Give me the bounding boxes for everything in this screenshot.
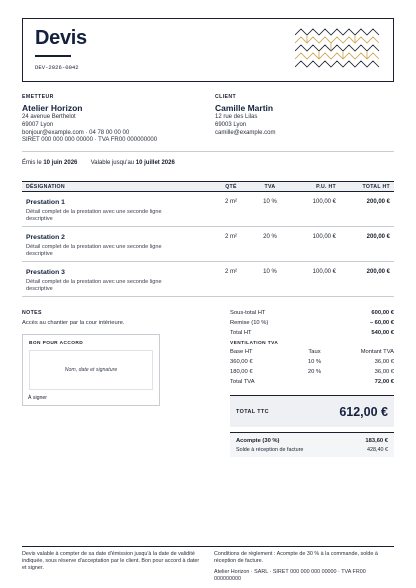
item-unit-price: 100,00 € [290,227,340,262]
client-address2: 69003 Lyon [215,121,247,128]
item-qty: 2 m² [212,227,250,262]
balance-value: 428,40 € [367,446,388,453]
deposit-row [236,436,388,445]
item-name: Prestation 2 [26,234,65,241]
client-email: camille@example.com [215,129,276,136]
item-name: Prestation 1 [26,199,65,206]
total-ht-label: Total HT [230,330,252,336]
valid-date: 10 juillet 2026 [135,160,175,166]
emitter-address1: 24 avenue Berthelot [22,114,76,120]
item-vat: 20 % [250,227,290,262]
discount-label: Remise (10 %) [230,320,269,326]
subtotal-value: 600,00 € [371,310,394,316]
table-row [22,262,394,297]
vat-rate: 20 % [307,369,322,375]
subtotal-label: Sous-total HT [230,310,266,316]
client-block [215,94,395,137]
emitter-address2: 69007 Lyon [22,121,54,128]
notes-text: Accès au chantier par la cour intérieure. [22,320,125,326]
footer-validity: Devis valable à compter de sa date d'émission jusqu'à la date de validité indiquée, sous réserve d'acceptation par le client. Bon pour accord à dater et signer. [22,551,200,571]
issued-label: Émis le [22,160,42,166]
emitter-contact: bonjour@example.com · 04 78 00 00 00 [22,129,130,136]
document-title: Devis [35,27,87,49]
approval-box [22,334,160,406]
balance-label: Solde à réception de facture [236,446,304,453]
vat-amount: 36,00 € [374,359,394,365]
item-description: Détail complet de la prestation avec une seconde ligne descriptive [26,244,162,257]
signed-at: À signer [28,395,48,401]
vat-header-base: Base HT [230,349,253,355]
totals-block [230,308,394,387]
items-table [22,181,394,297]
document-header [22,18,394,82]
col-unit-price: P.U. HT [290,182,340,192]
items-table-wrapper [22,181,394,297]
subtotal-row [230,308,394,318]
item-total: 200,00 € [340,227,394,262]
total-ht-row [230,328,394,338]
item-qty: 2 m² [212,192,250,227]
item-name: Prestation 3 [26,269,65,276]
dates-line [22,160,175,166]
vat-rate: 10 % [307,359,322,365]
notes-block [22,310,212,326]
title-underline [35,55,71,57]
vat-header-amount: Montant TVA [360,349,394,355]
item-unit-price: 100,00 € [290,262,340,297]
item-unit-price: 100,00 € [290,192,340,227]
table-row [22,192,394,227]
item-vat: 10 % [250,262,290,297]
total-ttc-box [230,395,394,427]
total-vat-row [230,377,394,387]
vat-breakdown-label: VENTILATION TVA [230,340,279,346]
table-row [22,227,394,262]
deposit-box [230,432,394,457]
vat-breakdown-table [230,347,394,377]
discount-value: – 60,00 € [369,320,394,326]
signature-field[interactable]: Nom, date et signature [29,350,153,390]
table-header-row [22,182,394,192]
item-description: Détail complet de la prestation avec une seconde ligne descriptive [26,209,162,222]
client-name: Camille Martin [215,103,274,113]
item-description: Détail complet de la prestation avec une seconde ligne descriptive [26,279,162,292]
valid-label: Valable jusqu'au [90,160,135,166]
item-qty: 2 m² [212,262,250,297]
item-total: 200,00 € [340,262,394,297]
footer-divider [22,546,394,547]
decorative-pattern-icon [295,25,381,69]
approval-label: BON POUR ACCORD [29,341,84,346]
emitter-block [22,94,202,145]
emitter-ids: SIRET 000 000 000 00000 · TVA FR00 000000000 [22,137,158,144]
vat-base: 360,00 € [230,359,253,365]
col-total: TOTAL HT [340,182,394,192]
deposit-value: 183,60 € [365,437,388,444]
item-vat: 10 % [250,192,290,227]
total-vat-value: 72,00 € [374,379,394,385]
emitter-name: Atelier Horizon [22,103,83,113]
client-address1: 12 rue des Lilas [215,114,258,120]
issued-date: 10 juin 2026 [43,160,78,166]
discount-row [230,318,394,328]
notes-label: NOTES [22,310,42,316]
emitter-label: EMETTEUR [22,94,54,100]
vat-header-rate: Taux [308,349,321,355]
balance-row [236,445,388,454]
total-ht-value: 540,00 € [371,330,394,336]
col-vat: TVA [250,182,290,192]
col-qty: QTÉ [212,182,250,192]
client-label: CLIENT [215,94,237,100]
item-total: 200,00 € [340,192,394,227]
col-designation: DÉSIGNATION [22,182,212,192]
total-ttc-label: TOTAL TTC [236,408,269,415]
divider [22,151,394,152]
document-number: DEV-2026-0042 [35,64,79,71]
deposit-label: Acompte (30 %) [236,437,280,444]
footer-payment-terms: Conditions de règlement : Acompte de 30 % à la commande, solde à réception de facture. [214,551,378,564]
footer-legal: Atelier Horizon · SARL · SIRET 000 000 000 00000 · TVA FR00 000000000 [214,569,366,582]
vat-base: 180,00 € [230,369,253,375]
total-ttc-value: 612,00 € [339,404,388,419]
vat-amount: 36,00 € [374,369,394,375]
total-vat-label: Total TVA [230,379,255,385]
